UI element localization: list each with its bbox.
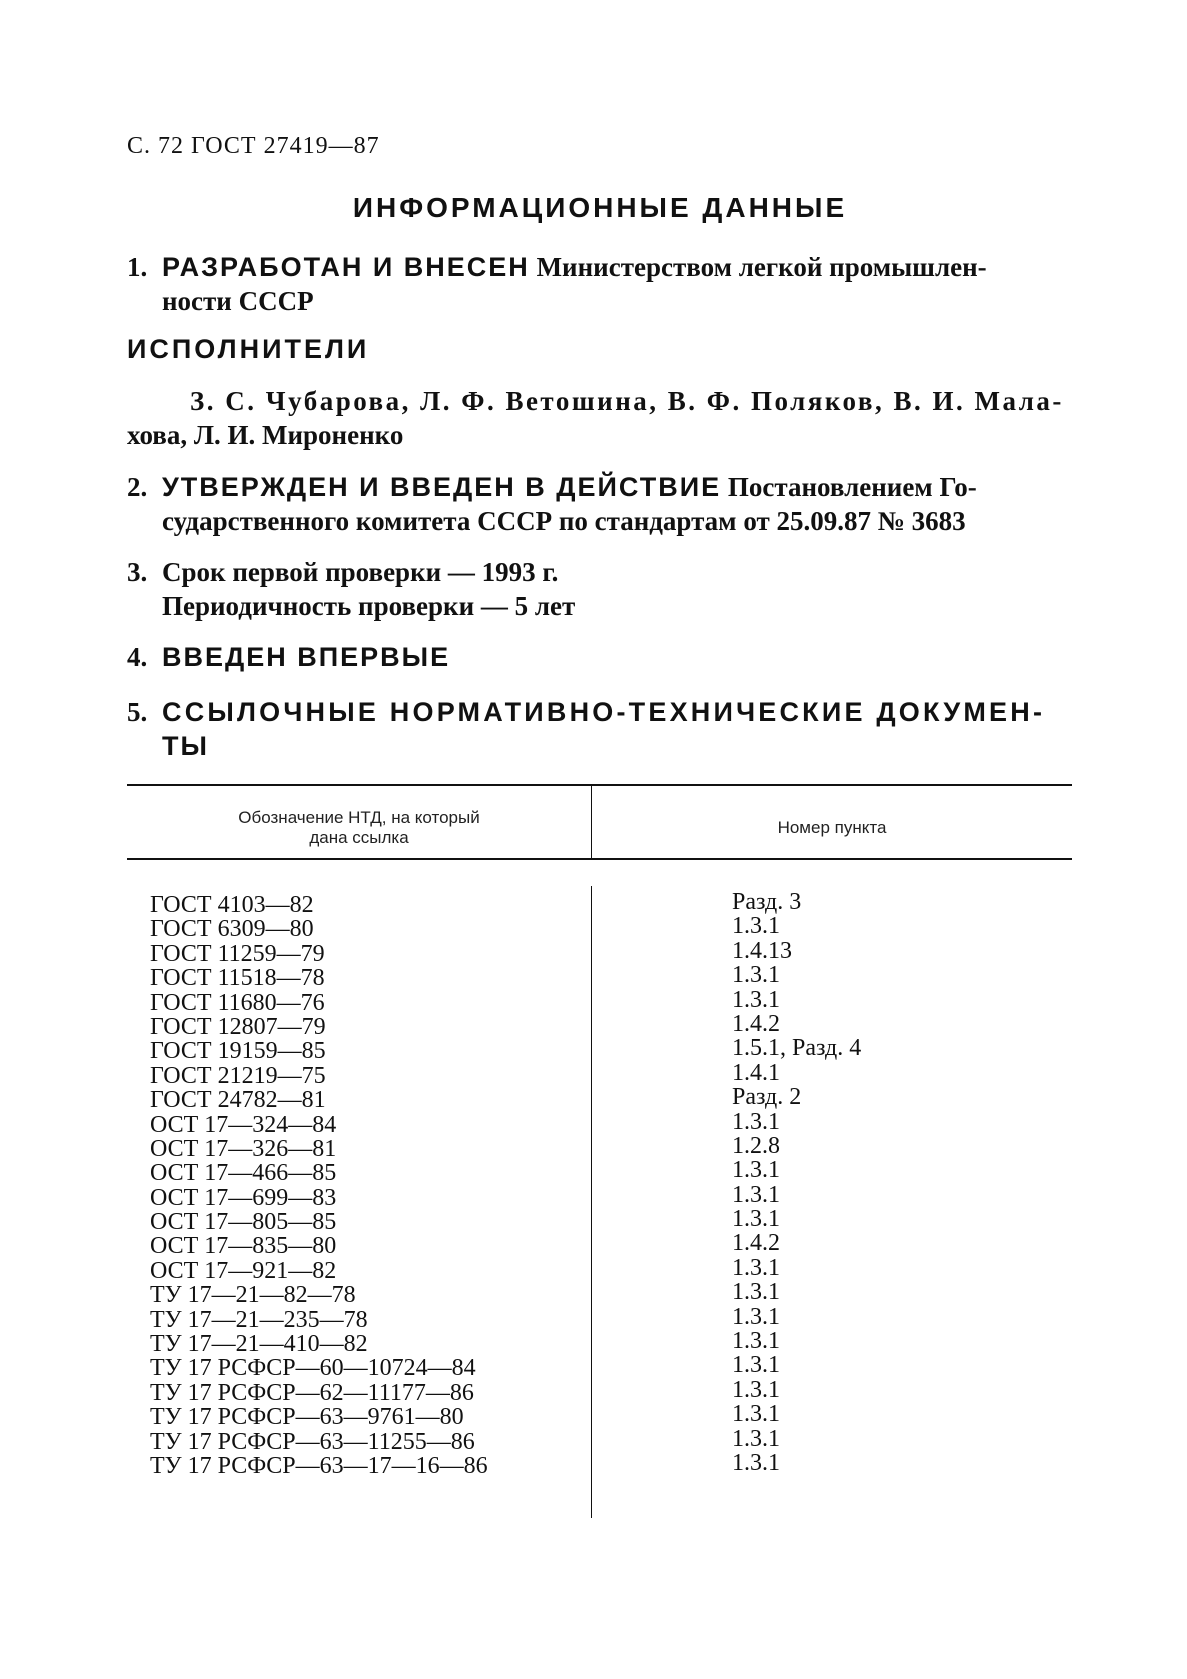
item-1 xyxy=(127,250,1077,318)
table-row-clause: 1.5.1, Разд. 4 xyxy=(732,1035,862,1062)
executors-heading: ИСПОЛНИТЕЛИ xyxy=(127,334,370,364)
item-4-caps: ВВЕДЕН ВПЕРВЫЕ xyxy=(162,642,451,672)
table-row-document: ОСТ 17—466—85 xyxy=(150,1160,337,1187)
table-header-right: Номер пункта xyxy=(777,818,887,837)
table-header-left-line-2: дана ссылка xyxy=(309,828,409,847)
table-column-documents xyxy=(150,893,488,1478)
table-row-document: ОСТ 17—921—82 xyxy=(150,1257,337,1284)
executors-names xyxy=(127,384,1077,452)
item-4-number: 4. xyxy=(127,642,148,672)
table-row-document: ТУ 17 РСФСР—63—11255—86 xyxy=(150,1428,475,1455)
table-top-rule xyxy=(127,784,1072,786)
table-row-document: ГОСТ 12807—79 xyxy=(150,1013,326,1040)
table-row-clause: 1.3.1 xyxy=(732,1328,780,1355)
table-row-document: ТУ 17 РСФСР—63—9761—80 xyxy=(150,1404,464,1431)
table-row-clause: 1.4.2 xyxy=(732,1010,780,1037)
table-row-document: ОСТ 17—326—81 xyxy=(150,1135,337,1162)
table-header-left-line-1: Обозначение НТД, на который xyxy=(238,808,480,827)
executors-names-line-2: хова, Л. И. Мироненко xyxy=(127,420,404,450)
table-row-clause: 1.3.1 xyxy=(732,1108,780,1135)
table-row-clause: 1.3.1 xyxy=(732,1181,780,1208)
item-1-text: Министерством легкой промышлен- xyxy=(536,252,987,282)
table-row-clause: 1.4.2 xyxy=(732,1230,780,1257)
table-row-document: ТУ 17—21—410—82 xyxy=(150,1331,368,1358)
table-row-document: ГОСТ 6309—80 xyxy=(150,916,314,943)
table-row-document: ОСТ 17—699—83 xyxy=(150,1184,337,1211)
item-3 xyxy=(127,555,1077,623)
table-row-document: ТУ 17—21—82—78 xyxy=(150,1282,356,1309)
table-row-clause: 1.3.1 xyxy=(732,1279,780,1306)
table-column-clauses xyxy=(732,890,861,1475)
table-body-divider xyxy=(591,886,592,1518)
table-row-clause: Разд. 2 xyxy=(732,1084,802,1111)
table-row-clause: 1.3.1 xyxy=(732,1254,780,1281)
table-row-document: ТУ 17 РСФСР—62—11177—86 xyxy=(150,1379,474,1406)
table-row-clause: 1.4.13 xyxy=(732,937,792,964)
item-1-number: 1. xyxy=(127,252,148,282)
table-row-document: ГОСТ 11259—79 xyxy=(150,940,325,967)
table-header-bottom-rule xyxy=(127,858,1072,860)
table-row-document: ТУ 17 РСФСР—60—10724—84 xyxy=(150,1355,476,1382)
table-row-document: ГОСТ 24782—81 xyxy=(150,1087,326,1114)
item-1-caps: РАЗРАБОТАН И ВНЕСЕН xyxy=(162,252,530,282)
item-3-line-1: Срок первой проверки — 1993 г. xyxy=(162,557,559,587)
table-row-document: ГОСТ 11518—78 xyxy=(150,965,325,992)
table-row-clause: 1.3.1 xyxy=(732,1401,780,1428)
item-2-caps: УТВЕРЖДЕН И ВВЕДЕН В ДЕЙСТВИЕ xyxy=(162,472,722,502)
item-1-continuation: ности СССР xyxy=(162,286,314,316)
item-2-number: 2. xyxy=(127,472,148,502)
table-row-document: ТУ 17—21—235—78 xyxy=(150,1306,368,1333)
table-row-clause: 1.3.1 xyxy=(732,962,780,989)
item-2-continuation: сударственного комитета СССР по стандартам от 25.09.87 № 3683 xyxy=(162,506,966,536)
table-row-clause: 1.2.8 xyxy=(732,1132,780,1159)
item-3-number: 3. xyxy=(127,557,148,587)
item-3-line-2: Периодичность проверки — 5 лет xyxy=(162,591,576,621)
page-title: ИНФОРМАЦИОННЫЕ ДАННЫЕ xyxy=(352,192,848,223)
table-row-clause: Разд. 3 xyxy=(732,889,802,915)
page-header: С. 72 ГОСТ 27419—87 xyxy=(127,133,380,159)
table-row-document: ОСТ 17—835—80 xyxy=(150,1233,337,1260)
item-5-caps: ССЫЛОЧНЫЕ НОРМАТИВНО-ТЕХНИЧЕСКИЕ ДОКУМЕН- xyxy=(162,697,1046,727)
table-row-document: ОСТ 17—805—85 xyxy=(150,1209,337,1236)
table-row-document: ОСТ 17—324—84 xyxy=(150,1111,337,1138)
table-row-document: ГОСТ 19159—85 xyxy=(150,1038,326,1065)
item-5 xyxy=(127,695,1077,763)
table-row-clause: 1.4.1 xyxy=(732,1059,780,1086)
item-5-number: 5. xyxy=(127,697,148,727)
table-row-clause: 1.3.1 xyxy=(732,986,780,1013)
table-row-clause: 1.3.1 xyxy=(732,1157,780,1184)
table-row-clause: 1.3.1 xyxy=(732,1303,780,1330)
table-row-document: ГОСТ 11680—76 xyxy=(150,989,325,1016)
table-row-document: ТУ 17 РСФСР—63—17—16—86 xyxy=(150,1452,488,1479)
table-row-clause: 1.3.1 xyxy=(732,1449,780,1476)
item-2-text: Постановлением Го- xyxy=(727,472,977,502)
table-row-clause: 1.3.1 xyxy=(732,1206,780,1233)
item-2 xyxy=(127,470,1077,538)
item-5-continuation: ТЫ xyxy=(162,731,209,761)
table-row-document: ГОСТ 4103—82 xyxy=(150,892,314,918)
executors-names-line-1: З. С. Чубарова, Л. Ф. Ветошина, В. Ф. Поляков, В. И. Мала- xyxy=(190,386,1064,416)
table-row-clause: 1.3.1 xyxy=(732,913,780,940)
table-row-clause: 1.3.1 xyxy=(732,1352,780,1379)
table-row-clause: 1.3.1 xyxy=(732,1376,780,1403)
table-header-left xyxy=(127,808,591,848)
table-row-clause: 1.3.1 xyxy=(732,1425,780,1452)
table-row-document: ГОСТ 21219—75 xyxy=(150,1062,326,1089)
item-4 xyxy=(127,640,1077,674)
